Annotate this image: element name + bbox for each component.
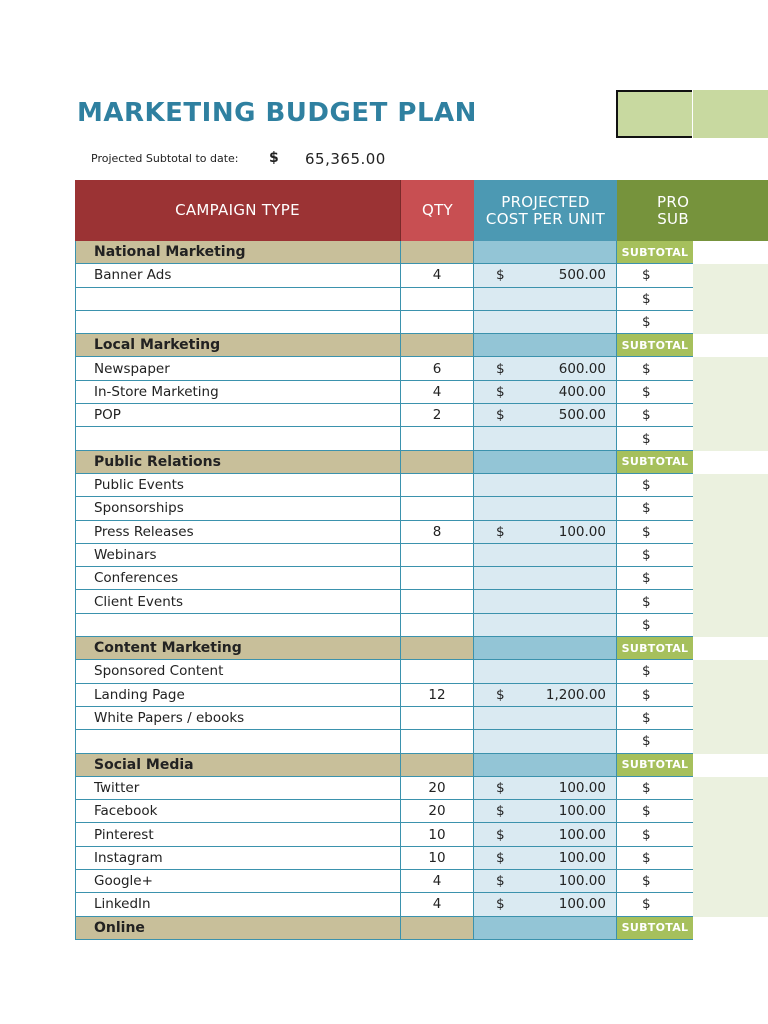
item-name-cell[interactable]: Newspaper [75, 357, 401, 380]
item-cost-amount: 100.00 [558, 523, 606, 540]
category-subtotal-label[interactable]: SUBTOTAL [617, 917, 693, 940]
item-qty-cell[interactable]: 10 [401, 823, 474, 846]
item-cost-currency: $ [496, 826, 505, 843]
item-qty-cell[interactable]: 4 [401, 870, 474, 893]
item-subtotal-cell[interactable] [617, 544, 693, 567]
item-cost-currency: $ [496, 803, 505, 820]
item-cost-cell[interactable] [474, 288, 617, 311]
item-qty-cell[interactable]: 6 [401, 357, 474, 380]
item-cost-cell[interactable] [474, 590, 617, 613]
item-name-cell[interactable]: Google+ [75, 870, 401, 893]
item-qty-cell[interactable]: 4 [401, 381, 474, 404]
table-row [75, 684, 768, 707]
item-subtotal-cell[interactable] [617, 404, 693, 427]
table-row [75, 288, 768, 311]
item-extra-cell [693, 590, 768, 613]
item-subtotal-cell[interactable] [617, 684, 693, 707]
item-subtotal-cell[interactable] [617, 357, 693, 380]
table-row [75, 521, 768, 544]
item-qty-cell[interactable] [401, 707, 474, 730]
item-extra-cell [693, 311, 768, 334]
table-row [75, 357, 768, 380]
category-subtotal-label[interactable]: SUBTOTAL [617, 754, 693, 777]
item-name-cell[interactable]: Webinars [75, 544, 401, 567]
item-extra-cell [693, 288, 768, 311]
table-row [75, 730, 768, 753]
item-cost-cell[interactable] [474, 823, 617, 846]
item-subtotal-cell[interactable] [617, 427, 693, 450]
item-cost-cell[interactable] [474, 497, 617, 520]
table-body [75, 241, 768, 940]
table-row [75, 707, 768, 730]
item-qty-cell[interactable] [401, 427, 474, 450]
column-header-projected-subtotal [617, 180, 768, 241]
item-subtotal-currency: $ [642, 663, 651, 680]
item-extra-cell [693, 614, 768, 637]
item-subtotal-currency: $ [642, 873, 651, 890]
column-header-cost-line1: PROJECTED [501, 192, 590, 211]
item-subtotal-cell[interactable] [617, 521, 693, 544]
budget-table [75, 180, 768, 940]
item-qty-cell[interactable] [401, 614, 474, 637]
category-row [75, 637, 768, 660]
item-cost-amount: 600.00 [558, 360, 606, 377]
item-subtotal-currency: $ [642, 779, 651, 796]
category-cost-cell[interactable] [474, 334, 617, 357]
category-name[interactable]: Content Marketing [75, 637, 401, 660]
item-qty-cell[interactable] [401, 497, 474, 520]
item-cost-currency: $ [496, 360, 505, 377]
item-subtotal-cell[interactable] [617, 590, 693, 613]
item-name-cell[interactable]: Sponsored Content [75, 660, 401, 683]
category-extra-cell [693, 241, 768, 264]
item-subtotal-cell[interactable] [617, 870, 693, 893]
projected-subtotal-label: Projected Subtotal to date: [91, 152, 239, 165]
item-cost-cell[interactable] [474, 893, 617, 916]
item-qty-cell[interactable] [401, 730, 474, 753]
table-row [75, 404, 768, 427]
category-row [75, 754, 768, 777]
item-subtotal-currency: $ [642, 430, 651, 447]
item-subtotal-cell[interactable] [617, 497, 693, 520]
item-cost-cell[interactable] [474, 614, 617, 637]
table-row [75, 660, 768, 683]
item-cost-amount: 500.00 [558, 267, 606, 284]
category-cost-cell[interactable] [474, 754, 617, 777]
item-name-cell[interactable]: Pinterest [75, 823, 401, 846]
item-subtotal-currency: $ [642, 267, 651, 284]
item-subtotal-cell[interactable] [617, 288, 693, 311]
item-extra-cell [693, 684, 768, 707]
item-cost-cell[interactable] [474, 404, 617, 427]
item-extra-cell [693, 800, 768, 823]
item-subtotal-cell[interactable] [617, 381, 693, 404]
category-qty-cell[interactable] [401, 637, 474, 660]
item-qty-cell[interactable] [401, 544, 474, 567]
category-qty-cell[interactable] [401, 754, 474, 777]
column-header-qty: QTY [401, 180, 474, 241]
item-extra-cell [693, 893, 768, 916]
item-cost-amount: 400.00 [558, 383, 606, 400]
item-name-cell[interactable]: LinkedIn [75, 893, 401, 916]
item-qty-cell[interactable]: 2 [401, 404, 474, 427]
item-subtotal-currency: $ [642, 407, 651, 424]
item-extra-cell [693, 777, 768, 800]
item-cost-cell[interactable] [474, 544, 617, 567]
item-subtotal-currency: $ [642, 849, 651, 866]
item-cost-amount: 500.00 [558, 407, 606, 424]
item-name-cell[interactable] [75, 311, 401, 334]
item-extra-cell [693, 521, 768, 544]
item-subtotal-currency: $ [642, 826, 651, 843]
item-name-cell[interactable]: Public Events [75, 474, 401, 497]
item-subtotal-cell[interactable] [617, 800, 693, 823]
item-name-cell[interactable]: Facebook [75, 800, 401, 823]
item-cost-cell[interactable] [474, 357, 617, 380]
item-subtotal-currency: $ [642, 686, 651, 703]
item-subtotal-currency: $ [642, 477, 651, 494]
category-cost-cell[interactable] [474, 917, 617, 940]
category-cost-cell[interactable] [474, 451, 617, 474]
item-subtotal-currency: $ [642, 803, 651, 820]
table-header [75, 180, 768, 241]
item-subtotal-currency: $ [642, 593, 651, 610]
item-subtotal-cell[interactable] [617, 614, 693, 637]
header-fill-box [693, 90, 768, 138]
item-name-cell[interactable] [75, 427, 401, 450]
item-extra-cell [693, 474, 768, 497]
item-subtotal-currency: $ [642, 547, 651, 563]
item-subtotal-cell[interactable] [617, 730, 693, 753]
item-extra-cell [693, 730, 768, 753]
item-cost-cell[interactable] [474, 730, 617, 753]
table-row [75, 614, 768, 637]
item-extra-cell [693, 823, 768, 846]
item-subtotal-cell[interactable] [617, 777, 693, 800]
item-cost-amount: 100.00 [558, 826, 606, 843]
item-cost-cell[interactable] [474, 660, 617, 683]
item-name-cell[interactable]: Landing Page [75, 684, 401, 707]
item-extra-cell [693, 847, 768, 870]
category-subtotal-label[interactable]: SUBTOTAL [617, 334, 693, 357]
item-cost-cell[interactable] [474, 264, 617, 287]
item-name-cell[interactable]: In-Store Marketing [75, 381, 401, 404]
item-subtotal-currency: $ [642, 616, 651, 633]
item-cost-cell[interactable] [474, 707, 617, 730]
item-qty-cell[interactable]: 10 [401, 847, 474, 870]
item-extra-cell [693, 264, 768, 287]
item-name-cell[interactable]: POP [75, 404, 401, 427]
column-header-cost-line2: COST PER UNIT [485, 209, 606, 228]
column-header-proj-line1: PRO [657, 192, 690, 211]
category-qty-cell[interactable] [401, 451, 474, 474]
item-cost-cell[interactable] [474, 777, 617, 800]
item-extra-cell [693, 404, 768, 427]
category-extra-cell [693, 917, 768, 940]
item-cost-amount: 100.00 [558, 873, 606, 890]
projected-subtotal-currency: $ [269, 150, 279, 166]
item-extra-cell [693, 357, 768, 380]
item-qty-cell[interactable]: 12 [401, 684, 474, 707]
item-qty-cell[interactable] [401, 567, 474, 590]
item-name-cell[interactable]: Banner Ads [75, 264, 401, 287]
category-subtotal-label[interactable]: SUBTOTAL [617, 637, 693, 660]
item-subtotal-cell[interactable] [617, 474, 693, 497]
item-extra-cell [693, 497, 768, 520]
table-row [75, 823, 768, 846]
table-row [75, 427, 768, 450]
item-extra-cell [693, 427, 768, 450]
item-extra-cell [693, 544, 768, 567]
table-row [75, 381, 768, 404]
item-cost-cell[interactable] [474, 684, 617, 707]
item-cost-currency: $ [496, 873, 505, 890]
item-name-cell[interactable]: Instagram [75, 847, 401, 870]
table-row [75, 590, 768, 613]
item-subtotal-currency: $ [642, 570, 651, 587]
table-row [75, 847, 768, 870]
category-subtotal-label[interactable]: SUBTOTAL [617, 241, 693, 264]
table-row [75, 497, 768, 520]
category-qty-cell[interactable] [401, 917, 474, 940]
item-subtotal-cell[interactable] [617, 567, 693, 590]
item-cost-cell[interactable] [474, 427, 617, 450]
category-extra-cell [693, 334, 768, 357]
table-row [75, 870, 768, 893]
item-name-cell[interactable]: Sponsorships [75, 497, 401, 520]
category-subtotal-label[interactable]: SUBTOTAL [617, 451, 693, 474]
item-subtotal-currency: $ [642, 500, 651, 517]
item-cost-currency: $ [496, 849, 505, 866]
item-name-cell[interactable] [75, 288, 401, 311]
item-cost-cell[interactable] [474, 521, 617, 544]
item-subtotal-currency: $ [642, 523, 651, 540]
item-cost-cell[interactable] [474, 847, 617, 870]
column-header-campaign-type: CAMPAIGN TYPE [75, 180, 401, 241]
item-subtotal-currency: $ [642, 896, 651, 913]
item-cost-currency: $ [496, 779, 505, 796]
item-subtotal-cell[interactable] [617, 311, 693, 334]
item-extra-cell [693, 870, 768, 893]
item-extra-cell [693, 707, 768, 730]
item-cost-amount: 100.00 [558, 849, 606, 866]
table-row [75, 893, 768, 916]
item-qty-cell[interactable]: 20 [401, 800, 474, 823]
item-cost-cell[interactable] [474, 870, 617, 893]
item-extra-cell [693, 660, 768, 683]
item-qty-cell[interactable] [401, 590, 474, 613]
item-cost-cell[interactable] [474, 381, 617, 404]
table-row [75, 264, 768, 287]
category-extra-cell [693, 754, 768, 777]
item-cost-currency: $ [496, 407, 505, 424]
category-cost-cell[interactable] [474, 241, 617, 264]
page-title: MARKETING BUDGET PLAN [77, 98, 477, 128]
item-cost-amount: 100.00 [558, 896, 606, 913]
column-header-proj-line2: SUB [657, 209, 689, 228]
item-subtotal-cell[interactable] [617, 847, 693, 870]
item-subtotal-cell[interactable] [617, 823, 693, 846]
item-subtotal-currency: $ [642, 360, 651, 377]
category-row [75, 241, 768, 264]
category-name[interactable]: Online [75, 917, 401, 940]
item-subtotal-cell[interactable] [617, 660, 693, 683]
item-subtotal-cell[interactable] [617, 893, 693, 916]
item-cost-cell[interactable] [474, 311, 617, 334]
item-name-cell[interactable] [75, 614, 401, 637]
category-row [75, 917, 768, 940]
category-name[interactable]: Public Relations [75, 451, 401, 474]
item-name-cell[interactable]: Twitter [75, 777, 401, 800]
item-cost-cell[interactable] [474, 800, 617, 823]
item-cost-amount: 100.00 [558, 779, 606, 796]
item-name-cell[interactable] [75, 730, 401, 753]
item-subtotal-currency: $ [642, 314, 651, 331]
item-extra-cell [693, 381, 768, 404]
selected-cell-box[interactable] [616, 90, 692, 138]
item-qty-cell[interactable]: 4 [401, 893, 474, 916]
category-extra-cell [693, 637, 768, 660]
table-row [75, 544, 768, 567]
item-qty-cell[interactable] [401, 311, 474, 334]
category-name[interactable]: Local Marketing [75, 334, 401, 357]
category-row [75, 451, 768, 474]
item-qty-cell[interactable]: 8 [401, 521, 474, 544]
item-subtotal-currency: $ [642, 710, 651, 727]
table-row [75, 474, 768, 497]
item-subtotal-currency: $ [642, 290, 651, 307]
item-cost-amount: 1,200.00 [545, 686, 606, 703]
item-name-cell[interactable]: Client Events [75, 590, 401, 613]
item-qty-cell[interactable] [401, 660, 474, 683]
projected-subtotal-value[interactable]: 65,365.00 [305, 150, 386, 168]
item-cost-currency: $ [496, 267, 505, 284]
category-row [75, 334, 768, 357]
category-name[interactable]: Social Media [75, 754, 401, 777]
item-cost-cell[interactable] [474, 474, 617, 497]
item-subtotal-cell[interactable] [617, 707, 693, 730]
category-qty-cell[interactable] [401, 241, 474, 264]
column-header-projected-cost [474, 180, 617, 241]
table-row [75, 311, 768, 334]
item-subtotal-currency: $ [642, 733, 651, 750]
item-qty-cell[interactable] [401, 288, 474, 311]
item-extra-cell [693, 567, 768, 590]
item-subtotal-currency: $ [642, 383, 651, 400]
table-row [75, 800, 768, 823]
item-cost-currency: $ [496, 896, 505, 913]
item-name-cell[interactable]: White Papers / ebooks [75, 707, 401, 730]
table-row [75, 567, 768, 590]
category-cost-cell[interactable] [474, 637, 617, 660]
item-cost-amount: 100.00 [558, 803, 606, 820]
item-cost-currency: $ [496, 686, 505, 703]
item-cost-cell[interactable] [474, 567, 617, 590]
item-qty-cell[interactable]: 20 [401, 777, 474, 800]
item-subtotal-cell[interactable] [617, 264, 693, 287]
category-extra-cell [693, 451, 768, 474]
table-row [75, 777, 768, 800]
category-name[interactable]: National Marketing [75, 241, 401, 264]
item-cost-currency: $ [496, 523, 505, 540]
item-cost-currency: $ [496, 383, 505, 400]
category-qty-cell[interactable] [401, 334, 474, 357]
item-name-cell[interactable]: Conferences [75, 567, 401, 590]
item-name-cell[interactable]: Press Releases [75, 521, 401, 544]
item-qty-cell[interactable]: 4 [401, 264, 474, 287]
item-qty-cell[interactable] [401, 474, 474, 497]
